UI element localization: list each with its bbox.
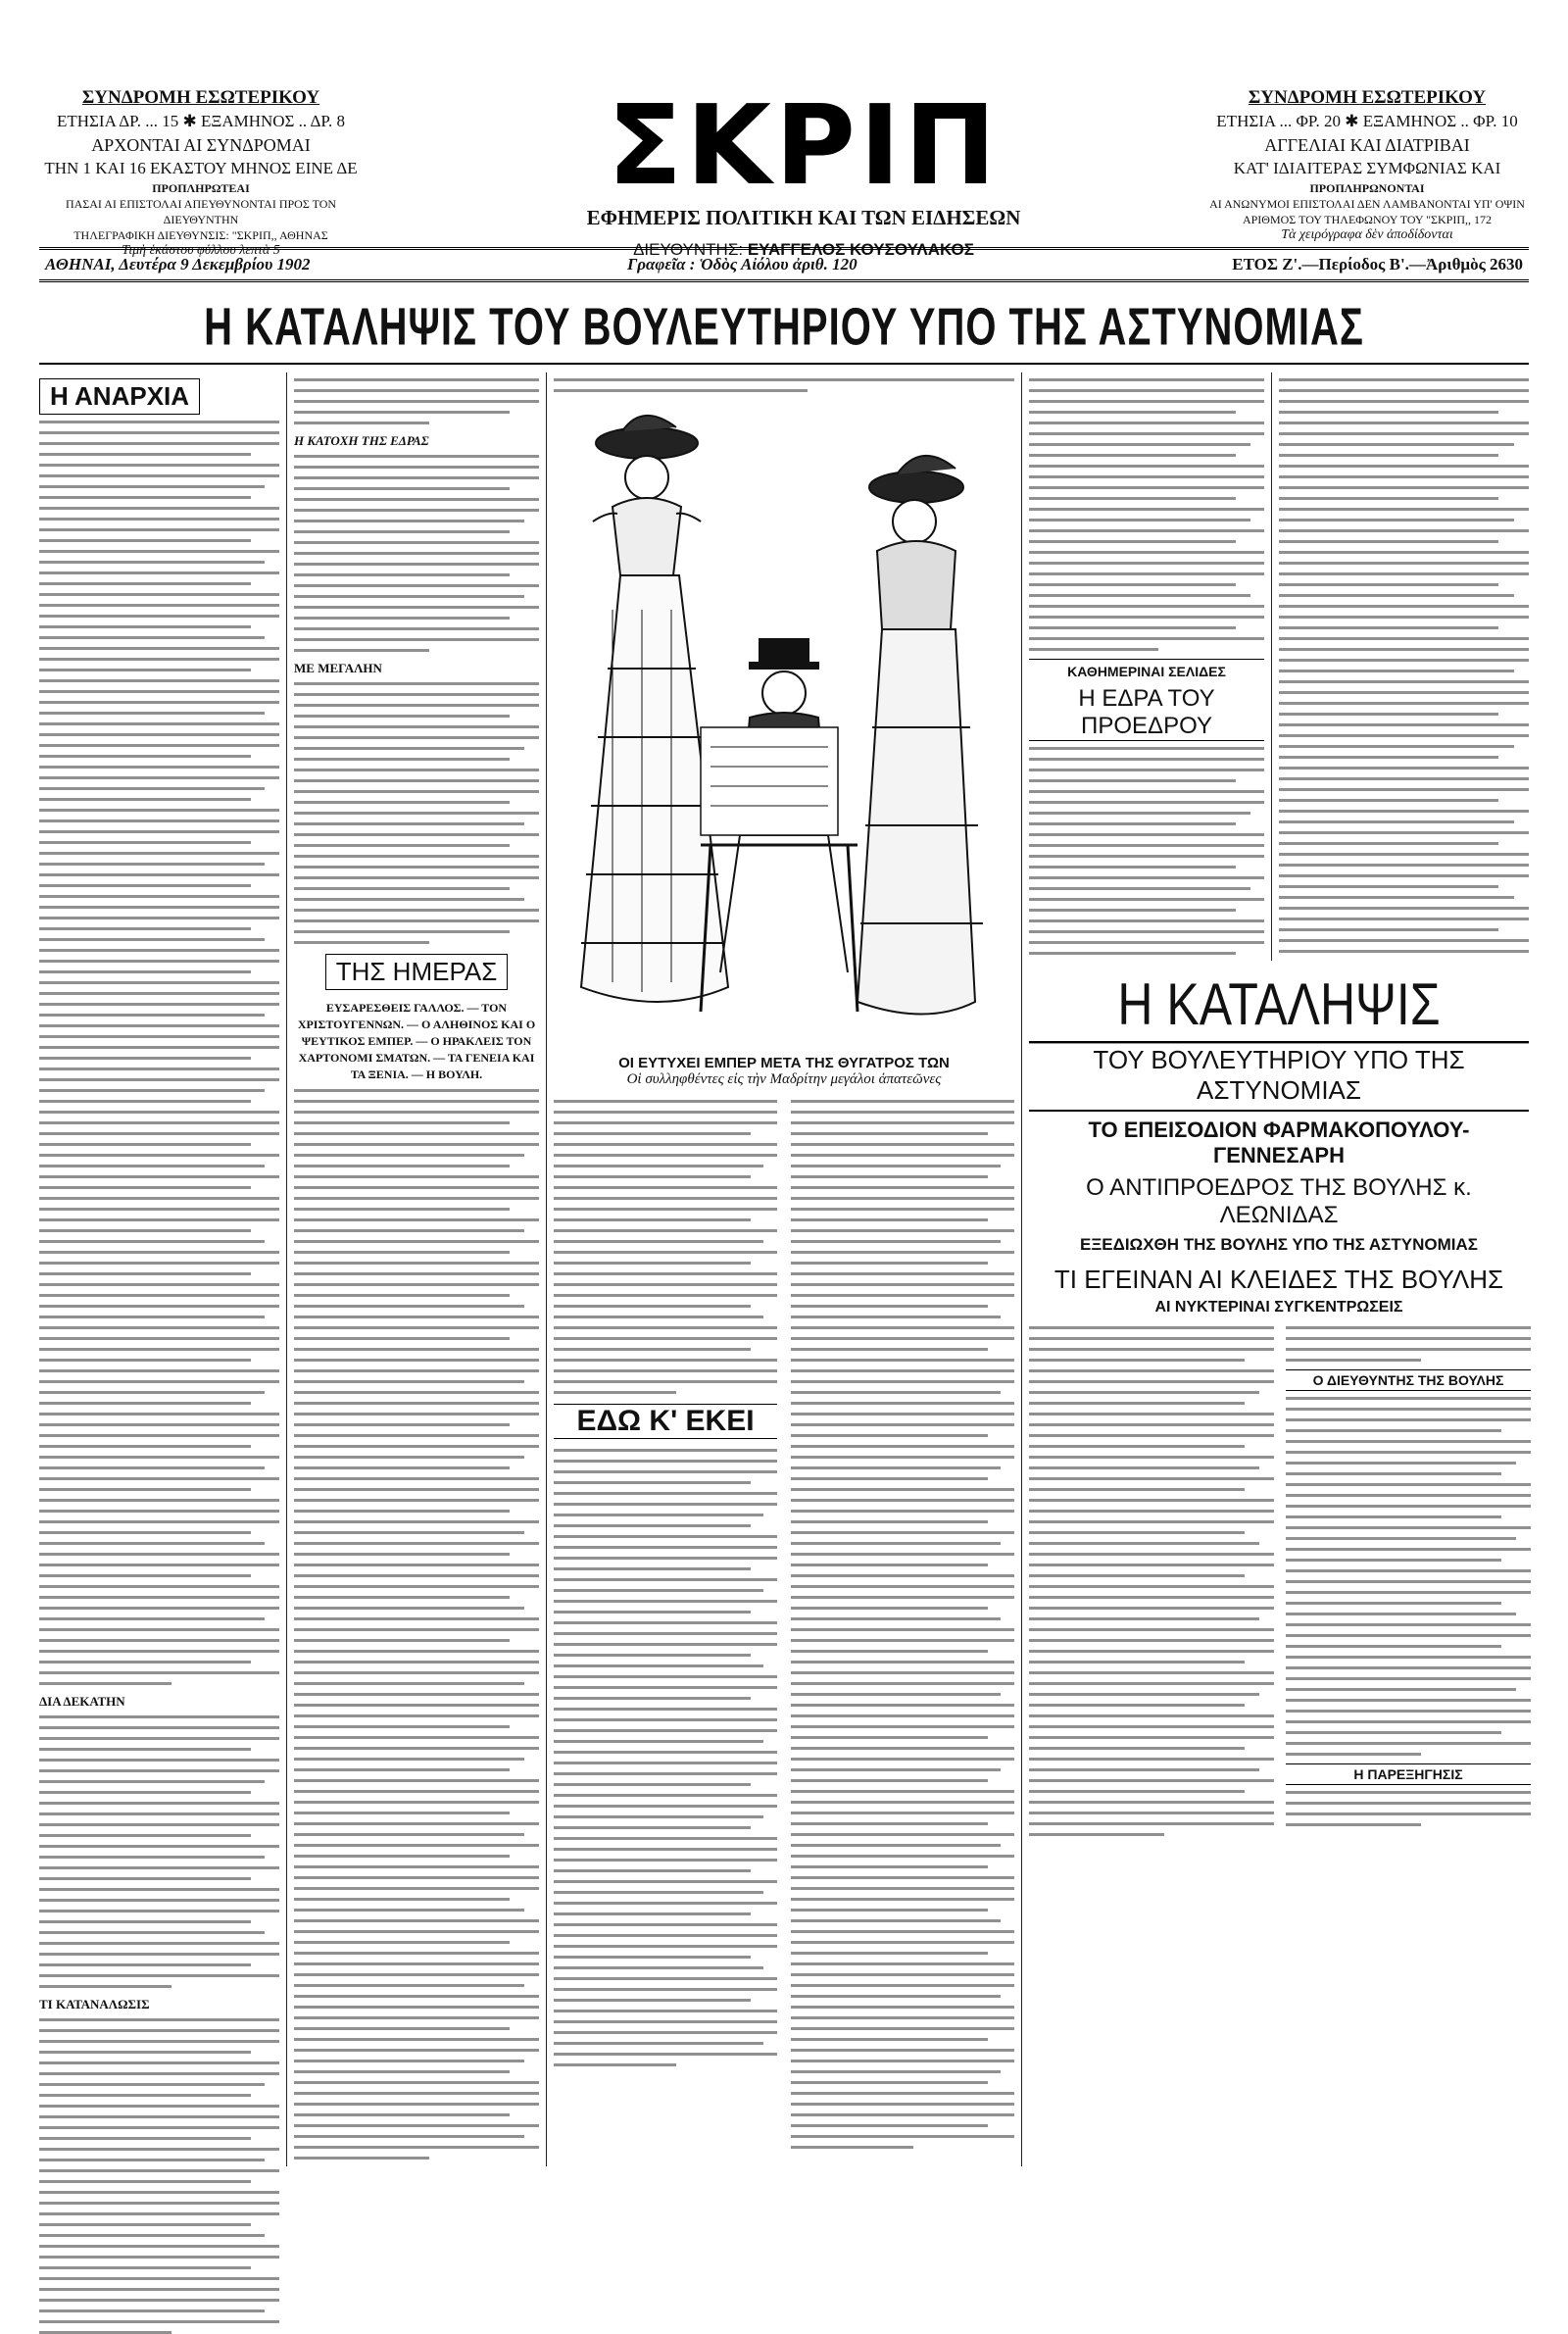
illustration-subcaption: Οἱ συλληφθέντες εἰς τὴν Μαδρίτην μεγάλοι ἀπατεῶνες <box>626 1071 942 1087</box>
column-4 <box>1029 372 1264 961</box>
dateline <box>39 247 1529 282</box>
paragraph-lead: ΜΕ ΜΕΓΑΛΗΝ <box>294 661 382 675</box>
telephone-number: ΑΡΙΘΜΟΣ ΤΟΥ ΤΗΛΕΦΩΝΟΥ ΤΟΥ "ΣΚΡΙΠ,, 172 <box>1242 213 1493 226</box>
article-text <box>1029 378 1264 651</box>
feature-headline-block <box>1029 971 1529 1316</box>
section-title-here-and-there: ΕΔΩ Κ' ΕΚΕΙ <box>554 1404 777 1439</box>
subscription-heading: ΣΥΝΔΡΟΜΗ ΕΣΩΤΕΡΙΚΟΥ <box>1248 87 1487 108</box>
feature-headline: Η ΚΑΤΑΛΗΨΙΣ <box>1029 968 1529 1044</box>
article-text <box>294 682 539 944</box>
office-address: Γραφεῖα : Ὁδὸς Αἰόλου ἀριθ. 120 <box>627 255 858 273</box>
column-3 <box>554 372 1014 2166</box>
column-5 <box>1279 372 1529 961</box>
article-text <box>39 1715 279 1988</box>
article-text <box>1286 1397 1531 1756</box>
subscription-box-left <box>39 86 363 259</box>
feature-columns <box>1029 1320 1529 1830</box>
column-1 <box>39 372 279 2166</box>
paragraph-lead: ΤΙ ΚΑΤΑΝΑΛΩΣΙΣ <box>39 1997 150 2011</box>
subscription-note: ΑΡΧΟΝΤΑΙ ΑΙ ΣΥΝΔΡΟΜΑΙ <box>91 135 311 155</box>
subscription-rate: ΕΤΗΣΙΑ ... ΦΡ. 20 ✱ ΕΞΑΜΗΝΟΣ .. ΦΡ. 10 <box>1216 112 1518 130</box>
subscription-note: ΠΡΟΠΛΗΡΩΤΕΑΙ <box>152 181 250 195</box>
subscription-note: ΤΗΝ 1 ΚΑΙ 16 ΕΚΑΣΤΟΥ ΜΗΝΟΣ ΕΙΝΕ ΔΕ <box>44 159 358 177</box>
article-columns <box>39 372 1529 2166</box>
section-title-of-the-day: ΤΗΣ ΗΜΕΡΑΣ <box>325 954 509 990</box>
subscription-rate: ΕΤΗΣΙΑ ΔΡ. ... 15 ✱ ΕΞΑΜΗΝΟΣ .. ΔΡ. 8 <box>56 112 346 130</box>
illustration-humbert-family <box>554 404 1014 1051</box>
feature-article <box>1029 961 1529 2166</box>
feature-column-left <box>1029 1320 1274 1844</box>
issue-date: ΑΘΗΝΑΙ, Δευτέρα 9 Δεκεμβρίου 1902 <box>45 255 311 273</box>
column-divider <box>286 372 287 2166</box>
article-text <box>791 1100 1014 2149</box>
paragraph-lead: ΔΙΑ ΔΕΚΑΤΗΝ <box>39 1694 125 1709</box>
feature-deck: ΤΟ ΕΠΕΙΣΟΔΙΟΝ ΦΑΡΜΑΚΟΠΟΥΛΟΥ-ΓΕΝΝΕΣΑΡΗ <box>1088 1117 1470 1167</box>
article-text <box>554 1100 777 1394</box>
article-text <box>294 455 539 652</box>
subscription-note: ΑΓΓΕΛΙΑΙ ΚΑΙ ΔΙΑΤΡΙΒΑΙ <box>1264 135 1470 155</box>
article-text <box>1286 1326 1531 1362</box>
manuscripts-note: Τὰ χειρόγραφα δὲν ἀποδίδονται <box>1281 227 1453 242</box>
column-divider <box>546 372 547 2166</box>
section-title-speakers-seat: Η ΕΔΡΑ ΤΟΥ ΠΡΟΕΔΡΟΥ <box>1029 685 1264 741</box>
subsection-title: Ο ΔΙΕΥΘΥΝΤΗΣ ΤΗΣ ΒΟΥΛΗΣ <box>1286 1369 1531 1391</box>
feature-deck: ΕΞΕΔΙΩΧΘΗ ΤΗΣ ΒΟΥΛΗΣ ΥΠΟ ΤΗΣ ΑΣΤΥΝΟΜΙΑΣ <box>1080 1235 1478 1254</box>
subscription-note: ΠΡΟΠΛΗΡΩΝΟΝΤΑΙ <box>1309 181 1425 195</box>
newspaper-tagline: ΕΦΗΜΕΡΙΣ ΠΟΛΙΤΙΚΗ ΚΑΙ ΤΩΝ ΕΙΔΗΣΕΩΝ <box>586 206 1021 229</box>
column-2 <box>294 372 539 2166</box>
director-label: ΔΙΕΥΘΥΝΤΗΣ: <box>633 240 744 259</box>
newspaper-logo: ΣΚΡΙΠ <box>607 82 1001 210</box>
director-name: ΕΥΑΓΓΕΛΟΣ ΚΟΥΣΟΥΛΑΚΟΣ <box>747 240 974 259</box>
subscription-note: ΑΙ ΑΝΩΝΥΜΟΙ ΕΠΙΣΤΟΛΑΙ ΔΕΝ ΛΑΜΒΑΝΟΝΤΑΙ ΥΠ' ΟΨΙΝ <box>1209 197 1525 211</box>
telegraph-address: ΤΗΛΕΓΡΑΦΙΚΗ ΔΙΕΥΘΥΝΣΙΣ: "ΣΚΡΙΠ,, ΑΘΗΝΑΣ <box>74 228 328 242</box>
section-title-daily-pages: ΚΑΘΗΜΕΡΙΝΑΙ ΣΕΛΙΔΕΣ <box>1029 659 1264 679</box>
subscription-note: ΠΑΣΑΙ ΑΙ ΕΠΙΣΤΟΛΑΙ ΑΠΕΥΘΥΝΟΝΤΑΙ ΠΡΟΣ ΤΟΝ ΔΙΕΥΘΥΝΤΗΝ <box>65 197 337 226</box>
feature-column-right <box>1286 1320 1531 1834</box>
subscription-box-right <box>1205 86 1529 243</box>
feature-deck: Ο ΑΝΤΙΠΡΟΕΔΡΟΣ ΤΗΣ ΒΟΥΛΗΣ κ. ΛΕΩΝΙΔΑΣ <box>1086 1174 1472 1228</box>
issue-price: Τιμὴ ἑκάστου φύλλου λεπτὰ 5 <box>122 243 280 258</box>
article-text <box>1279 378 1529 996</box>
article-text <box>554 1449 777 2066</box>
title-block <box>510 82 1098 260</box>
subscription-heading: ΣΥΝΔΡΟΜΗ ΕΣΩΤΕΡΙΚΟΥ <box>81 87 320 108</box>
column-divider <box>1021 372 1022 2166</box>
feature-deck: ΑΙ ΝΥΚΤΕΡΙΝΑΙ ΣΥΓΚΕΝΤΡΩΣΕΙΣ <box>1154 1299 1403 1316</box>
paragraph-lead: Η ΚΑΤΟΧΗ ΤΗΣ ΕΔΡΑΣ <box>294 433 429 448</box>
article-text <box>294 378 539 424</box>
subsection-title: Η ΠΑΡΕΞΗΓΗΣΙΣ <box>1286 1763 1531 1785</box>
article-text <box>554 378 1014 392</box>
article-text <box>1286 1791 1531 1826</box>
illustration-caption: ΟΙ ΕΥΤΥΧΕΙ ΕΜΠΕΡ ΜΕΤΑ ΤΗΣ ΘΥΓΑΤΡΟΣ ΤΩΝ <box>618 1055 950 1071</box>
subscription-note: ΚΑΤ' ΙΔΙΑΙΤΕΡΑΣ ΣΥΜΦΩΝΙΑΣ ΚΑΙ <box>1233 159 1501 177</box>
article-text <box>39 2018 279 2334</box>
feature-subheadline: ΤΟΥ ΒΟΥΛΕΥΤΗΡΙΟΥ ΥΠΟ ΤΗΣ ΑΣΤΥΝΟΜΙΑΣ <box>1029 1045 1529 1112</box>
feature-deck: ΤΙ ΕΓΕΙΝΑΝ ΑΙ ΚΛΕΙΔΕΣ ΤΗΣ ΒΟΥΛΗΣ <box>1054 1265 1504 1294</box>
article-text <box>39 421 279 1685</box>
banner-headline: Η ΚΑΤΑΛΗΨΙΣ ΤΟΥ ΒΟΥΛΕΥΤΗΡΙΟΥ ΥΠΟ ΤΗΣ ΑΣΤΥΝΟΜΙΑΣ <box>204 298 1364 357</box>
section-summary: ΕΥΣΑΡΕΣΘΕΙΣ ΓΑΛΛΟΣ. — ΤΟΝ ΧΡΙΣΤΟΥΓΕΝΝΩΝ. — Ο ΑΛΗΘΙΝΟΣ ΚΑΙ Ο ΨΕΥΤΙΚΟΣ ΕΜΠΕΡ. — Ο ΗΡΑΚΛΕΙΣ ΤΟΝ ΧΑΡΤΟΝΟΜΙ ΣΜΑΤΩΝ. — ΤΑ ΓΕΝΕΙΑ ΚΑΙ ΤΑ ΞΕΝΙΑ. — Η ΒΟΥΛΗ. <box>297 1001 536 1081</box>
issue-number: ΕΤΟΣ Ζ'.—Περίοδος Β'.—Ἀριθμὸς 2630 <box>1232 255 1523 273</box>
masthead <box>39 39 1529 284</box>
section-title-anarchy: Η ΑΝΑΡΧΙΑ <box>39 378 200 415</box>
article-text <box>1029 1326 1274 1836</box>
article-text <box>294 1089 539 2160</box>
